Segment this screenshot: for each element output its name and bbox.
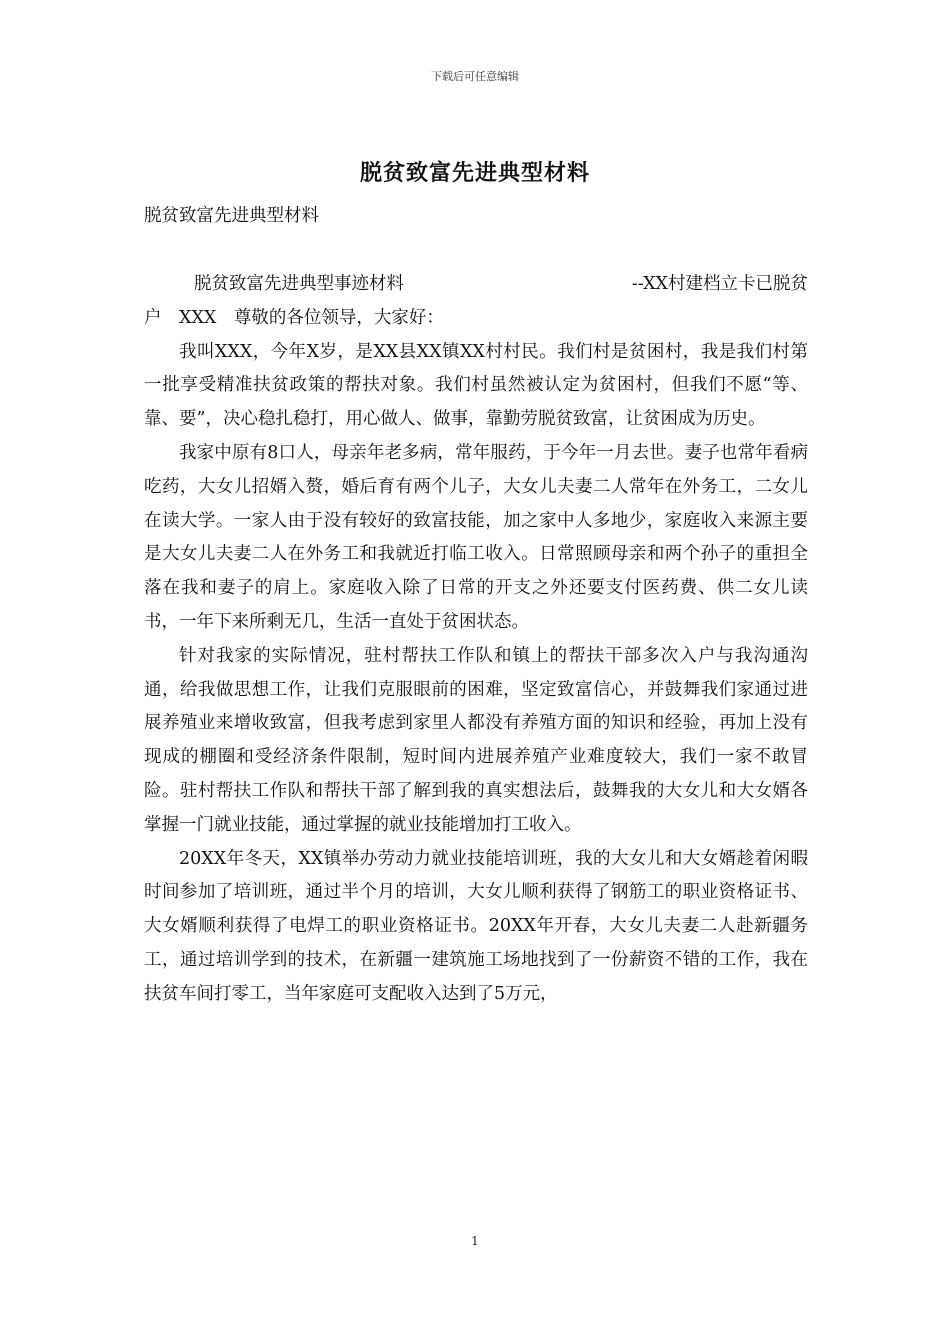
header-note: 下载后可任意编辑 — [431, 70, 519, 83]
document-body — [144, 200, 808, 1012]
page-number: 1 — [471, 1234, 479, 1248]
intro-right: --XX村建档立卡已脱贫 — [631, 273, 808, 294]
document-subtitle: 脱贫致富先进典型材料 — [144, 206, 319, 226]
greeting-line: 户 XXX 尊敬的各位领导，大家好： — [144, 307, 444, 328]
paragraph-4: 20XX年冬天，XX镇举办劳动力就业技能培训班，我的大女儿和大女婿趁着闲暇时间参加了培训班，通过半个月的培训，大女儿顺利获得了钢筋工的职业资格证书、大女婿顺利获得了电焊工的职业资格证书。20XX年开春，大女儿夫妻二人赴新疆务工，通过培训学到的技术，在新疆一建筑施工场地找到了一份薪资不错的工作，我在扶贫车间打零工，当年家庭可支配收入达到了5万元， — [144, 848, 808, 1004]
document-title: 脱贫致富先进典型材料 — [359, 161, 590, 186]
paragraph-3: 针对我家的实际情况，驻村帮扶工作队和镇上的帮扶干部多次入户与我沟通沟通，给我做思想工作，让我们克服眼前的困难，坚定致富信心，并鼓舞我们家通过进展养殖业来增收致富，但我考虑到家里人都没有养殖方面的知识和经验，再加上没有现成的棚圈和受经济条件限制，短时间内进展养殖产业难度较大，我们一家不敢冒险。驻村帮扶工作队和帮扶干部了解到我的真实想法后，鼓舞我的大女儿和大女婿各掌握一门就业技能，通过掌握的就业技能增加打工收入。 — [144, 645, 808, 835]
intro-left: 脱贫致富先进典型事迹材料 — [194, 273, 404, 294]
intro-line — [144, 268, 808, 302]
paragraph-2: 我家中原有8口人，母亲年老多病，常年服药，于今年一月去世。妻子也常年看病吃药，大女儿招婿入赘，婚后育有两个儿子，大女儿夫妻二人常年在外务工，二女儿在读大学。一家人由于没有较好的致富技能，加之家中人多地少，家庭收入来源主要是大女儿夫妻二人在外务工和我就近打临工收入。日常照顾母亲和两个孙子的重担全落在我和妻子的肩上。家庭收入除了日常的开支之外还要支付医药费、供二女儿读书，一年下来所剩无几，生活一直处于贫困状态。 — [144, 442, 808, 632]
paragraph-1: 我叫XXX，今年X岁，是XX县XX镇XX村村民。我们村是贫困村，我是我们村第一批享受精准扶贫政策的帮扶对象。我们村虽然被认定为贫困村，但我们不愿“等、靠、要”，决心稳扎稳打，用心做人、做事，靠勤劳脱贫致富，让贫困成为历史。 — [144, 341, 808, 430]
